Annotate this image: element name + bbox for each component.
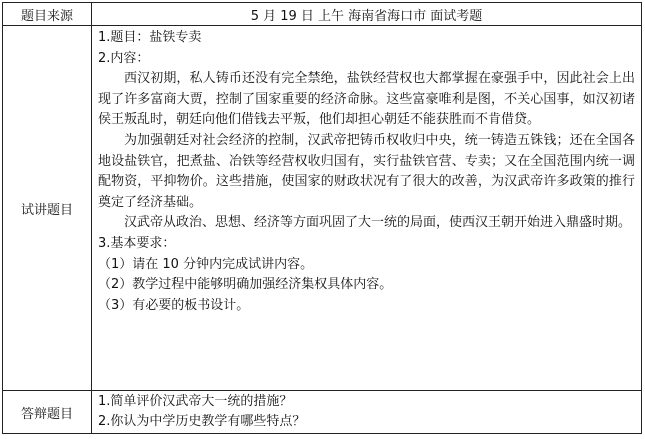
exam-document — [2, 2, 642, 436]
content-paragraph-3: 汉武帝从政治、思想、经济等方面巩固了大一统的局面，使西汉王朝开始进入鼎盛时期。 — [124, 215, 632, 231]
requirement-2: （2）教学过程中能够明确加强经济集权具体内容。 — [98, 277, 393, 293]
defense-label: 答辩题目 — [3, 391, 92, 434]
exam-table — [2, 2, 642, 434]
defense-question-2: 2.你认为中学历史教学有哪些特点？ — [98, 414, 306, 429]
lecture-content — [92, 26, 642, 391]
lecture-label: 试讲题目 — [3, 26, 92, 391]
defense-content — [92, 391, 642, 434]
lecture-topic: 1.题目：盐铁专卖 — [98, 30, 202, 45]
defense-row — [3, 391, 642, 434]
source-value: 5 月 19 日 上午 海南省海口市 面试考题 — [92, 3, 642, 26]
content-label: 2.内容： — [98, 50, 150, 66]
requirement-1: （1）请在 10 分钟内完成试讲内容。 — [98, 256, 314, 272]
content-paragraph-2: 为加强朝廷对社会经济的控制，汉武帝把铸币权收归中央，统一铸造五铢钱；还在全国各地设盐铁官，把煮盐、冶铁等经营权收归国有，实行盐铁官营、专卖；又在全国范围内统一调配物资，平抑物价。这些措施，使国家的财政状况有了很大的改善，为汉武帝许多政策的推行奠定了经济基础。 — [98, 132, 635, 210]
requirement-3: （3）有必要的板书设计。 — [98, 297, 250, 313]
lecture-row — [3, 26, 642, 391]
content-paragraph-1: 西汉初期，私人铸币还没有完全禁绝，盐铁经营权也大都掌握在豪强手中，因此社会上出现了许多富商大贾，控制了国家重要的经济命脉。这些富豪唯利是图，不关心国事，如汉初诸侯王叛乱时，朝廷向他们借钱去平叛，他们却担心朝廷不能获胜而不肯借贷。 — [98, 71, 635, 128]
header-row — [3, 3, 642, 26]
defense-question-1: 1.简单评价汉武帝大一统的措施？ — [98, 394, 293, 409]
source-label: 题目来源 — [3, 3, 92, 26]
requirements-label: 3.基本要求： — [98, 235, 176, 251]
